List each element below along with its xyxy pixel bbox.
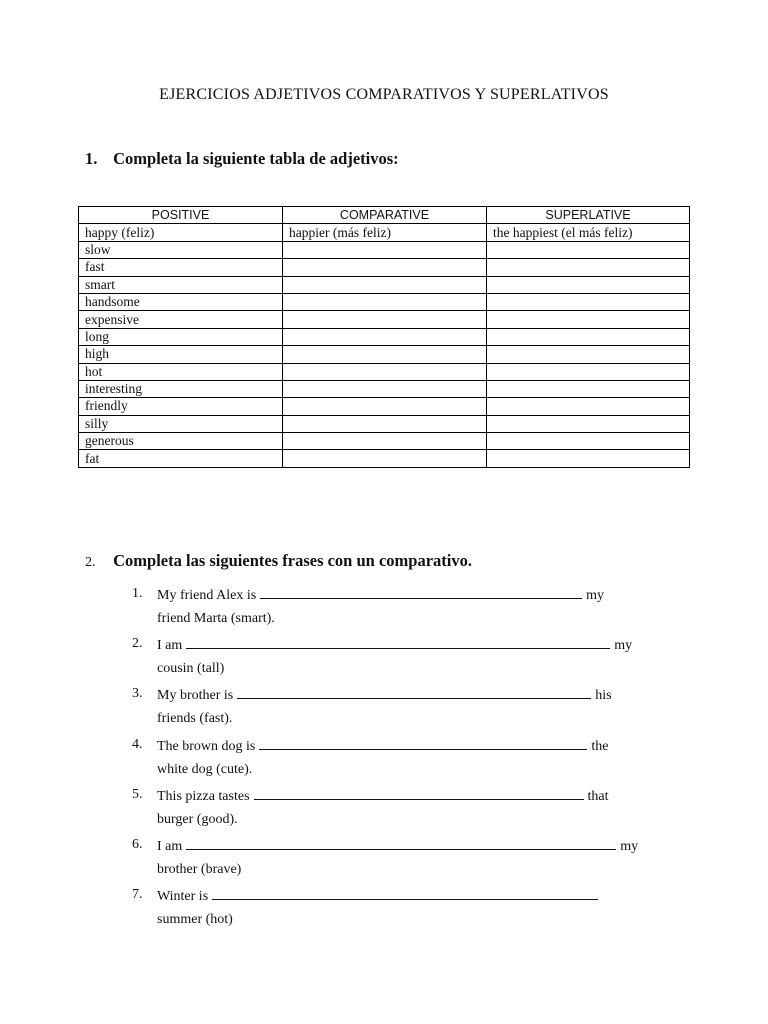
sentence-number: 3. <box>132 686 143 702</box>
sentence-line-2: friend Marta (smart). <box>157 611 275 626</box>
section-1-number: 1. <box>85 149 98 168</box>
sentence-text-after: his <box>595 688 612 704</box>
sentence-line-2: friends (fast). <box>157 711 233 727</box>
sentence-text-before: My friend Alex is <box>157 588 257 603</box>
adjectives-table <box>78 206 690 468</box>
table-row <box>79 241 690 258</box>
positive-cell: smart <box>79 276 283 293</box>
section-1-text: Completa la siguiente tabla de adjetivos: <box>113 149 399 168</box>
table-header-row <box>79 207 690 224</box>
table-row <box>79 328 690 345</box>
comparative-cell[interactable]: happier (más feliz) <box>283 224 487 241</box>
sentence-line-2: white dog (cute). <box>157 761 253 777</box>
sentence-number: 1. <box>132 586 143 601</box>
answer-blank[interactable] <box>212 887 598 900</box>
superlative-cell[interactable] <box>487 241 690 258</box>
sentence-line-2: burger (good). <box>157 811 238 827</box>
superlative-cell[interactable] <box>487 276 690 293</box>
sentence-text-after: my <box>586 588 605 603</box>
sentence-line-1 <box>157 586 604 604</box>
answer-blank[interactable] <box>254 787 584 800</box>
sentence-line-1 <box>157 737 609 755</box>
table-row <box>79 311 690 328</box>
answer-blank[interactable] <box>260 586 582 599</box>
superlative-cell[interactable] <box>487 346 690 363</box>
positive-cell: high <box>79 346 283 363</box>
comparative-cell[interactable] <box>283 380 487 397</box>
sentence-text-after: my <box>620 839 639 854</box>
sentence-number: 6. <box>132 837 143 852</box>
section-2-number: 2. <box>85 555 96 570</box>
superlative-cell[interactable] <box>487 363 690 380</box>
comparative-cell[interactable] <box>283 398 487 415</box>
sentence-line-1 <box>157 686 612 704</box>
answer-blank[interactable] <box>237 686 591 699</box>
positive-cell: handsome <box>79 293 283 310</box>
superlative-cell[interactable] <box>487 328 690 345</box>
superlative-cell[interactable] <box>487 293 690 310</box>
sentence-line-2: summer (hot) <box>157 912 233 928</box>
comparative-cell[interactable] <box>283 276 487 293</box>
sentence-text-before: The brown dog is <box>157 738 256 754</box>
positive-cell: interesting <box>79 380 283 397</box>
answer-blank[interactable] <box>186 636 610 649</box>
positive-cell: long <box>79 328 283 345</box>
superlative-cell[interactable]: the happiest (el más feliz) <box>487 224 690 241</box>
sentence-number: 4. <box>132 736 143 752</box>
positive-cell: happy (feliz) <box>79 224 283 241</box>
positive-cell: friendly <box>79 398 283 415</box>
comparative-cell[interactable] <box>283 259 487 276</box>
table-row <box>79 276 690 293</box>
comparative-cell[interactable] <box>283 241 487 258</box>
superlative-cell[interactable] <box>487 311 690 328</box>
sentence-text-before: I am <box>157 839 183 854</box>
comparative-cell[interactable] <box>283 415 487 432</box>
sentence-line-1 <box>157 787 609 805</box>
sentence-text-before: This pizza tastes <box>157 788 250 804</box>
sentence-line-2: cousin (tall) <box>157 661 225 677</box>
header-comparative: COMPARATIVE <box>283 207 487 224</box>
sentence-text-after: that <box>587 788 609 804</box>
sentence-text-before: Winter is <box>157 889 209 905</box>
superlative-cell[interactable] <box>487 415 690 432</box>
sentence-line-1 <box>157 636 632 654</box>
table-row <box>79 293 690 310</box>
superlative-cell[interactable] <box>487 380 690 397</box>
comparative-cell[interactable] <box>283 311 487 328</box>
sentence-text-before: My brother is <box>157 688 234 704</box>
positive-cell: fat <box>79 450 283 467</box>
sentence-text-before: I am <box>157 638 183 654</box>
sentence-text-after: my <box>614 638 633 654</box>
positive-cell: silly <box>79 415 283 432</box>
table-row <box>79 415 690 432</box>
table-row <box>79 433 690 450</box>
sentence-number: 5. <box>132 786 143 802</box>
superlative-cell[interactable] <box>487 398 690 415</box>
positive-cell: generous <box>79 433 283 450</box>
sentence-line-1 <box>157 837 638 855</box>
section-1-heading <box>85 149 399 169</box>
superlative-cell[interactable] <box>487 259 690 276</box>
sentence-line-1 <box>157 887 602 905</box>
superlative-cell[interactable] <box>487 433 690 450</box>
table-row <box>79 363 690 380</box>
page-title: EJERCICIOS ADJETIVOS COMPARATIVOS Y SUPERLATIVOS <box>159 86 609 103</box>
comparative-cell[interactable] <box>283 363 487 380</box>
sentence-number: 2. <box>132 636 143 652</box>
table-row <box>79 224 690 241</box>
sentence-text-after: the <box>591 738 609 754</box>
table-row <box>79 259 690 276</box>
comparative-cell[interactable] <box>283 450 487 467</box>
table-row <box>79 398 690 415</box>
positive-cell: hot <box>79 363 283 380</box>
positive-cell: fast <box>79 259 283 276</box>
table-row <box>79 450 690 467</box>
table-row <box>79 346 690 363</box>
answer-blank[interactable] <box>186 837 616 850</box>
comparative-cell[interactable] <box>283 346 487 363</box>
superlative-cell[interactable] <box>487 450 690 467</box>
header-positive: POSITIVE <box>79 207 283 224</box>
section-2-heading <box>85 551 472 571</box>
comparative-cell[interactable] <box>283 328 487 345</box>
sentence-line-2: brother (brave) <box>157 862 242 877</box>
comparative-cell[interactable] <box>283 433 487 450</box>
comparative-cell[interactable] <box>283 293 487 310</box>
header-superlative: SUPERLATIVE <box>487 207 690 224</box>
section-2-text: Completa las siguientes frases con un comparativo. <box>113 551 472 570</box>
positive-cell: expensive <box>79 311 283 328</box>
answer-blank[interactable] <box>259 737 587 750</box>
positive-cell: slow <box>79 241 283 258</box>
sentence-number: 7. <box>132 887 143 903</box>
table-row <box>79 380 690 397</box>
